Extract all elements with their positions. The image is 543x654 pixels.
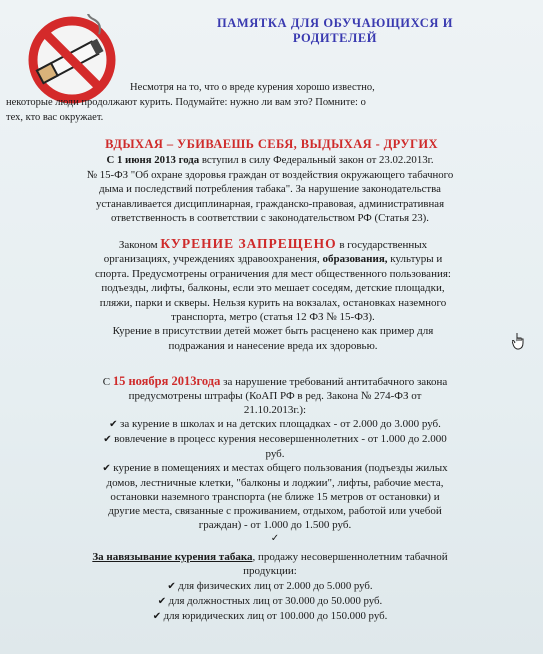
- sale-title-rest: , продажу несовершеннолетним табачной: [252, 551, 448, 563]
- title-line-1: ПАМЯТКА ДЛЯ ОБУЧАЮЩИХСЯ И: [216, 16, 454, 30]
- ban-line: спорта. Предусмотрены ограничения для мест общественного пользования:: [95, 267, 451, 280]
- ban-line: культуры и: [387, 253, 443, 266]
- fines-prefix: С: [102, 376, 113, 388]
- ban-prefix: Законом: [118, 239, 161, 251]
- fines-paragraph: [30, 374, 520, 546]
- fine-item-cont: граждан) - от 1.000 до 1.500 руб.: [198, 519, 352, 531]
- ban-suffix: в государственных: [336, 239, 428, 251]
- fines-line: 21.10.2013г.):: [243, 404, 307, 416]
- check-icon: ✓: [270, 533, 280, 544]
- ban-education: образования,: [322, 253, 388, 266]
- sale-title-line: продукции:: [243, 565, 297, 577]
- sale-fines-list: [100, 579, 440, 624]
- fine-item: ✔ курение в помещениях и местах общего пользования (подъезды жилых: [30, 461, 520, 476]
- title-line-2: РОДИТЕЛЕЙ: [292, 31, 378, 45]
- ban-line: пляжи, парки и скверы. Нельзя курить на вокзалах, остановках наземного: [99, 296, 447, 309]
- sale-fine-item: ✔ для должностных лиц от 30.000 до 50.000 руб.: [100, 594, 440, 609]
- fine-item: ✔ за курение в школах и на детских площадках - от 2.000 до 3.000 руб.: [30, 417, 520, 432]
- ban-line: организациях, учреждениях здравоохранения,: [103, 253, 323, 266]
- memo-title: [170, 16, 500, 46]
- law-line: ответственность в соответствии с законодательством РФ (Статья 23).: [111, 212, 429, 224]
- sale-fines-title: [20, 550, 520, 578]
- fines-line: предусмотрены штрафы (КоАП РФ в ред. Закона № 274-ФЗ от: [128, 390, 422, 402]
- intro-line: Несмотря на то, что о вреде курения хорошо известно,: [130, 82, 375, 93]
- law-line: вступил в силу Федеральный закон от 23.02.2013г.: [199, 154, 434, 166]
- sale-title-underlined: За навязывание курения табака: [92, 551, 253, 563]
- law-line: № 15-ФЗ "Об охране здоровья граждан от воздействия окружающего табачного: [86, 168, 454, 181]
- sale-fine-item: ✔ для юридических лиц от 100.000 до 150.000 руб.: [100, 609, 440, 624]
- law-date: С 1 июня 2013 года: [106, 154, 200, 166]
- law-paragraph: [30, 153, 510, 226]
- fine-item-cont: руб.: [265, 448, 285, 460]
- fine-item: ✔ вовлечение в процесс курения несовершеннолетних - от 1.000 до 2.000: [30, 432, 520, 447]
- slogan-heading: ВДЫХАЯ – УБИВАЕШЬ СЕБЯ, ВЫДЫХАЯ - ДРУГИХ: [105, 137, 438, 151]
- ban-line: подражания и нанесение вреда их здоровью.: [168, 339, 378, 352]
- intro-line: тех, кто вас окружает.: [6, 112, 104, 123]
- fines-date: 15 ноября 2013года: [112, 374, 221, 388]
- law-line: устанавливается дисциплинарная, гражданско-правовая, административная: [95, 197, 445, 210]
- law-line: дыма и последствий потребления табака". За нарушение законодательства: [99, 183, 441, 195]
- fine-item-cont: домов, лестничные клетки, "балконы и лоджии", лифты, рабочие места,: [106, 477, 444, 489]
- ban-line: подъезды, лифты, балконы, если это мешает соседям, детские площадки,: [101, 282, 445, 295]
- intro-paragraph: [6, 80, 524, 125]
- ban-highlight: КУРЕНИЕ ЗАПРЕЩЕНО: [160, 236, 337, 251]
- fine-item-cont: другие места, связанные с проживанием, отдыхом, работой или учебой: [108, 505, 442, 517]
- fines-line: за нарушение требований антитабачного закона: [220, 376, 448, 388]
- intro-line: некоторые люди продолжают курить. Подумайте: нужно ли вам это? Помните: о: [6, 97, 366, 108]
- ban-line: Курение в присутствии детей может быть расценено как пример для: [112, 325, 434, 338]
- ban-paragraph: [28, 237, 518, 353]
- ban-line: транспорта, метро (статья 12 ФЗ № 15-ФЗ).: [171, 311, 375, 324]
- sale-fine-item: ✔ для физических лиц от 2.000 до 5.000 руб.: [100, 579, 440, 594]
- fine-item-cont: остановки наземного транспорта (не ближе 15 метров от остановки) и: [110, 491, 440, 503]
- hand-cursor-icon: [512, 332, 526, 350]
